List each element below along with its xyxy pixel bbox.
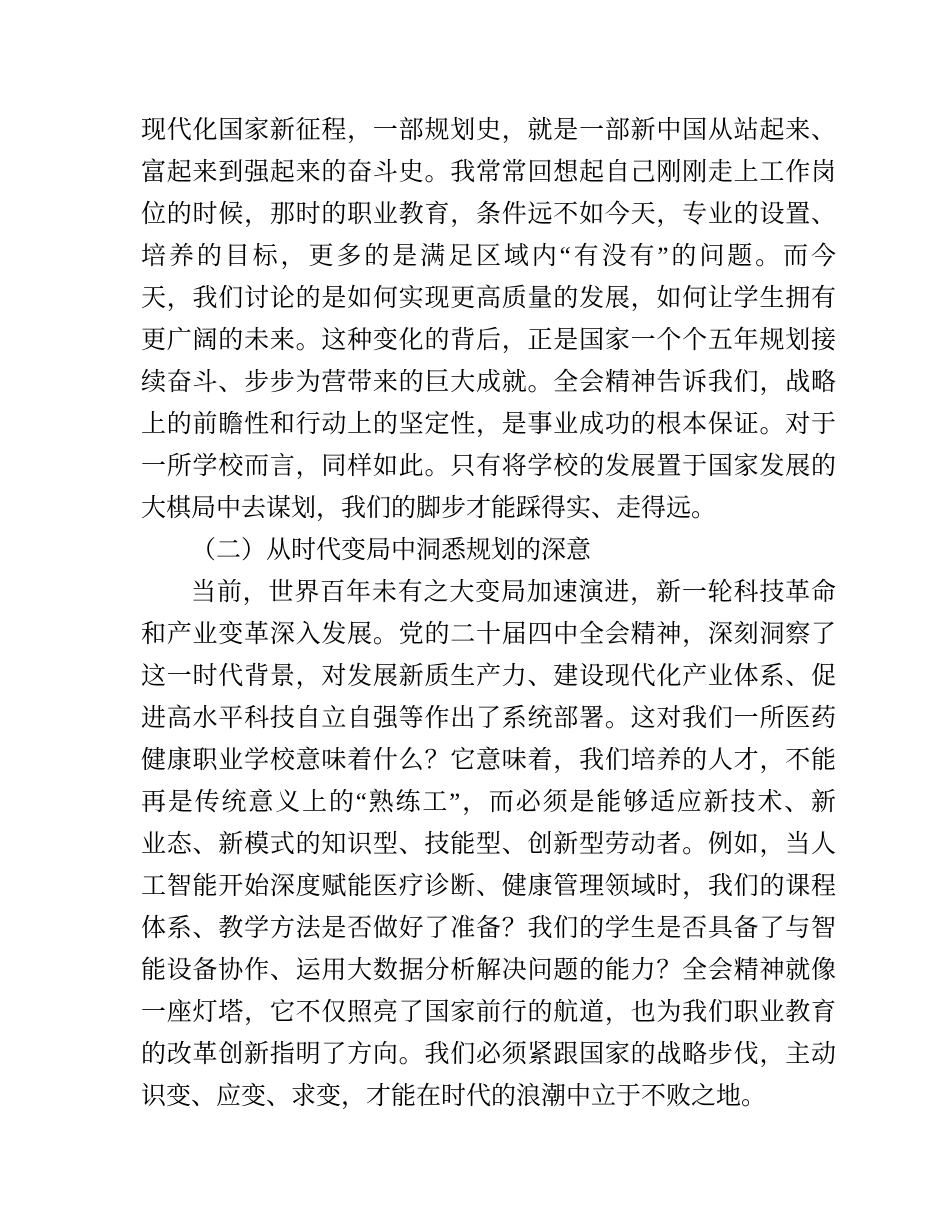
text-line-2: 富起来到强起来的奋斗史。我常常回想起自己刚刚走上工作岗: [141, 159, 836, 186]
section-heading: （二）从时代变局中洞悉规划的深意: [191, 537, 592, 564]
text-line-4: 培养的目标，更多的是满足区域内“有没有”的问题。而今: [141, 243, 836, 270]
text-line-10: 大棋局中去谋划，我们的脚步才能踩得实、走得远。: [141, 495, 717, 522]
text-line-15: 进高水平科技自立自强等作出了系统部署。这对我们一所医药: [141, 705, 836, 732]
text-line-14: 这一时代背景，对发展新质生产力、建设现代化产业体系、促: [141, 663, 836, 690]
text-line-18: 业态、新模式的知识型、技能型、创新型劳动者。例如，当人: [141, 831, 836, 858]
document-text-block: [141, 110, 836, 1118]
text-line-17: 再是传统意义上的“熟练工”，而必须是能够适应新技术、新: [141, 789, 836, 816]
text-line-12: 当前，世界百年未有之大变局加速演进，新一轮科技革命: [191, 579, 836, 606]
text-line-7: 续奋斗、步步为营带来的巨大成就。全会精神告诉我们，战略: [141, 369, 836, 396]
text-line-19: 工智能开始深度赋能医疗诊断、健康管理领域时，我们的课程: [141, 873, 836, 900]
text-line-16: 健康职业学校意味着什么？它意味着，我们培养的人才，不能: [141, 747, 836, 774]
text-line-13: 和产业变革深入发展。党的二十届四中全会精神，深刻洞察了: [141, 621, 836, 648]
text-line-22: 一座灯塔，它不仅照亮了国家前行的航道，也为我们职业教育: [141, 999, 836, 1026]
text-line-3: 位的时候，那时的职业教育，条件远不如今天，专业的设置、: [141, 201, 836, 228]
text-line-21: 能设备协作、运用大数据分析解决问题的能力？全会精神就像: [141, 957, 836, 984]
text-line-24: 识变、应变、求变，才能在时代的浪潮中立于不败之地。: [141, 1083, 767, 1110]
text-line-6: 更广阔的未来。这种变化的背后，正是国家一个个五年规划接: [141, 327, 836, 354]
text-line-23: 的改革创新指明了方向。我们必须紧跟国家的战略步伐，主动: [141, 1041, 836, 1068]
text-line-5: 天，我们讨论的是如何实现更高质量的发展，如何让学生拥有: [141, 285, 836, 312]
text-line-8: 上的前瞻性和行动上的坚定性，是事业成功的根本保证。对于: [141, 411, 836, 438]
text-line-9: 一所学校而言，同样如此。只有将学校的发展置于国家发展的: [141, 453, 836, 480]
text-line-20: 体系、教学方法是否做好了准备？我们的学生是否具备了与智: [141, 915, 836, 942]
text-line-1: 现代化国家新征程，一部规划史，就是一部新中国从站起来、: [141, 117, 836, 144]
